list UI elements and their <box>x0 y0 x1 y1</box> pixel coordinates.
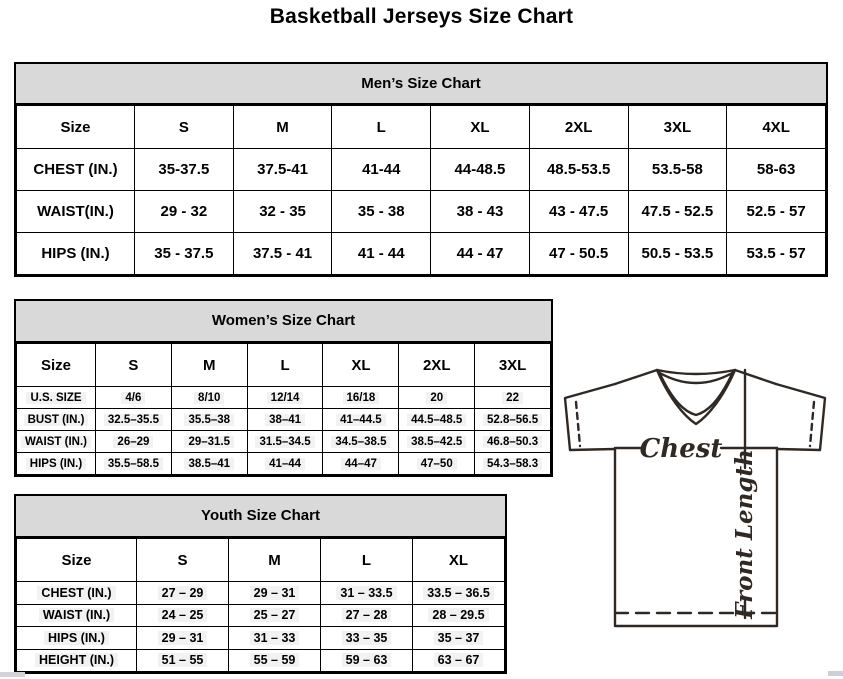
cell: 29 - 32 <box>135 191 234 233</box>
cell: 37.5 - 41 <box>233 233 332 275</box>
cell: 22 <box>475 387 551 409</box>
col-header: L <box>247 344 323 387</box>
horizontal-scrollbar-fragment-left[interactable] <box>0 672 25 677</box>
col-header: M <box>229 539 321 582</box>
cell: 44.5–48.5 <box>399 409 475 431</box>
jersey-right-sleeve <box>776 384 825 450</box>
cell: 38.5–42.5 <box>399 431 475 453</box>
cell: 41–44 <box>247 453 323 475</box>
cell: 38–41 <box>247 409 323 431</box>
jersey-left-sleeve-stitch-line <box>576 402 580 446</box>
col-header: L <box>332 106 431 149</box>
header-row <box>17 539 505 582</box>
cell: 63 – 67 <box>413 649 505 672</box>
jersey-collar <box>657 370 735 374</box>
header-row <box>17 344 551 387</box>
table-row <box>17 582 505 605</box>
cell: 16/18 <box>323 387 399 409</box>
col-header: L <box>321 539 413 582</box>
mens-table <box>16 105 826 275</box>
row-label: CHEST (IN.) <box>17 149 135 191</box>
page-title: Basketball Jerseys Size Chart <box>269 5 574 28</box>
womens-table-caption: Women’s Size Chart <box>16 301 551 343</box>
col-header: 2XL <box>399 344 475 387</box>
cell: 44–47 <box>323 453 399 475</box>
cell: 24 – 25 <box>137 604 229 627</box>
col-header: M <box>233 106 332 149</box>
jersey-diagram <box>553 360 835 636</box>
table-row <box>17 627 505 650</box>
cell: 29 – 31 <box>229 582 321 605</box>
youth-size-table <box>14 494 507 674</box>
cell: 53.5-58 <box>628 149 727 191</box>
chest-label: Chest <box>639 434 723 464</box>
cell: 20 <box>399 387 475 409</box>
cell: 47–50 <box>399 453 475 475</box>
cell: 29–31.5 <box>171 431 247 453</box>
row-label: WAIST(IN.) <box>17 191 135 233</box>
row-label: CHEST (IN.) <box>17 582 137 605</box>
col-header: S <box>135 106 234 149</box>
header-row <box>17 106 826 149</box>
cell: 32.5–35.5 <box>96 409 172 431</box>
mens-table-caption: Men’s Size Chart <box>16 64 826 105</box>
row-label: WAIST (IN.) <box>17 604 137 627</box>
cell: 51 – 55 <box>137 649 229 672</box>
cell: 41 - 44 <box>332 233 431 275</box>
cell: 8/10 <box>171 387 247 409</box>
table-row <box>17 431 551 453</box>
row-label: WAIST (IN.) <box>17 431 96 453</box>
table-row <box>17 604 505 627</box>
cell: 33 – 35 <box>321 627 413 650</box>
cell: 59 – 63 <box>321 649 413 672</box>
row-label: HIPS (IN.) <box>17 627 137 650</box>
jersey-left-sleeve <box>565 384 615 450</box>
table-row <box>17 191 826 233</box>
womens-size-table <box>14 299 553 477</box>
row-label: HIPS (IN.) <box>17 233 135 275</box>
col-header: XL <box>413 539 505 582</box>
row-label: HIPS (IN.) <box>17 453 96 475</box>
cell: 50.5 - 53.5 <box>628 233 727 275</box>
cell: 48.5-53.5 <box>529 149 628 191</box>
cell: 58-63 <box>727 149 826 191</box>
cell: 33.5 – 36.5 <box>413 582 505 605</box>
col-header: XL <box>323 344 399 387</box>
col-header: 4XL <box>727 106 826 149</box>
cell: 55 – 59 <box>229 649 321 672</box>
col-header: 3XL <box>475 344 551 387</box>
cell: 4/6 <box>96 387 172 409</box>
cell: 32 - 35 <box>233 191 332 233</box>
table-row <box>17 453 551 475</box>
cell: 37.5-41 <box>233 149 332 191</box>
cell: 43 - 47.5 <box>529 191 628 233</box>
horizontal-scrollbar-fragment-right[interactable] <box>828 671 843 676</box>
cell: 35 – 37 <box>413 627 505 650</box>
col-header: S <box>137 539 229 582</box>
cell: 47 - 50.5 <box>529 233 628 275</box>
womens-table <box>16 343 551 475</box>
cell: 35.5–58.5 <box>96 453 172 475</box>
cell: 29 – 31 <box>137 627 229 650</box>
cell: 38.5–41 <box>171 453 247 475</box>
cell: 31 – 33.5 <box>321 582 413 605</box>
row-label: U.S. SIZE <box>17 387 96 409</box>
jersey-right-sleeve-stitch-line <box>810 402 814 446</box>
cell: 35 - 38 <box>332 191 431 233</box>
cell: 35 - 37.5 <box>135 233 234 275</box>
cell: 34.5–38.5 <box>323 431 399 453</box>
cell: 47.5 - 52.5 <box>628 191 727 233</box>
col-header: 3XL <box>628 106 727 149</box>
cell: 31 – 33 <box>229 627 321 650</box>
cell: 28 – 29.5 <box>413 604 505 627</box>
col-header: M <box>171 344 247 387</box>
cell: 54.3–58.3 <box>475 453 551 475</box>
table-row <box>17 387 551 409</box>
col-header: S <box>96 344 172 387</box>
corner-header: Size <box>17 106 135 149</box>
row-label: HEIGHT (IN.) <box>17 649 137 672</box>
table-row <box>17 409 551 431</box>
cell: 52.8–56.5 <box>475 409 551 431</box>
col-header: 2XL <box>529 106 628 149</box>
corner-header: Size <box>17 539 137 582</box>
front-length-label: Front Length <box>731 449 758 619</box>
cell: 27 – 28 <box>321 604 413 627</box>
cell: 44-48.5 <box>431 149 530 191</box>
cell: 25 – 27 <box>229 604 321 627</box>
cell: 12/14 <box>247 387 323 409</box>
row-label: BUST (IN.) <box>17 409 96 431</box>
table-row <box>17 149 826 191</box>
table-row <box>17 649 505 672</box>
youth-table <box>16 538 505 672</box>
cell: 41–44.5 <box>323 409 399 431</box>
cell: 26–29 <box>96 431 172 453</box>
cell: 38 - 43 <box>431 191 530 233</box>
cell: 35-37.5 <box>135 149 234 191</box>
youth-table-caption: Youth Size Chart <box>16 496 505 538</box>
cell: 27 – 29 <box>137 582 229 605</box>
table-row <box>17 233 826 275</box>
cell: 41-44 <box>332 149 431 191</box>
col-header: XL <box>431 106 530 149</box>
cell: 46.8–50.3 <box>475 431 551 453</box>
corner-header: Size <box>17 344 96 387</box>
cell: 53.5 - 57 <box>727 233 826 275</box>
mens-size-table <box>14 62 828 277</box>
cell: 52.5 - 57 <box>727 191 826 233</box>
cell: 35.5–38 <box>171 409 247 431</box>
cell: 31.5–34.5 <box>247 431 323 453</box>
cell: 44 - 47 <box>431 233 530 275</box>
